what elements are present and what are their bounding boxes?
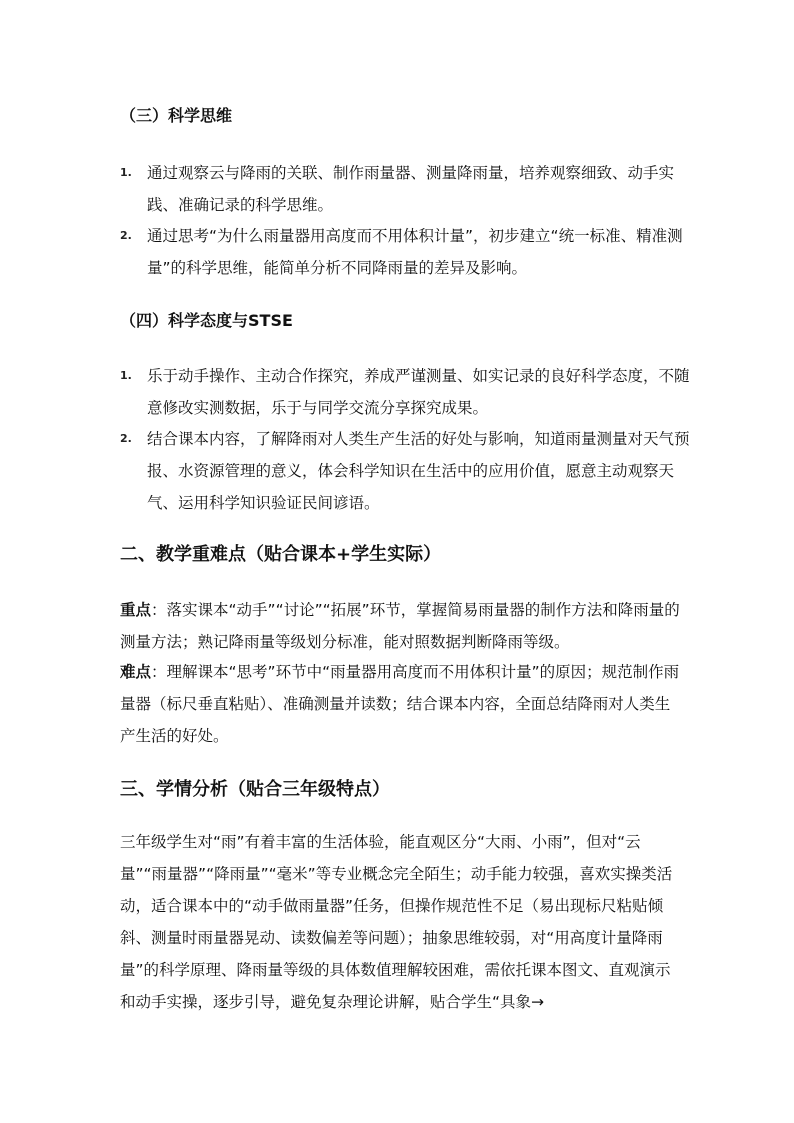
list-item (120, 423, 690, 519)
difficulty-label: 难点 (120, 663, 152, 681)
heading-scientific-thinking: （三）科学思维 (120, 106, 233, 125)
list-text: 结合课本内容，了解降雨对人类生产生活的好处与影响，知道雨量测量对天气预报、水资源管理的意义，体会科学知识在生活中的应用价值，愿意主动观察天气、运用科学知识验证民间谚语。 (147, 430, 690, 512)
difficulty-paragraph (120, 656, 684, 752)
heading-scientific-attitude: （四）科学态度与STSE (120, 311, 293, 330)
list-item (120, 360, 690, 424)
heading-key-points: 二、教学重难点（贴合课本+学生实际） (120, 544, 442, 565)
list-number: 2. (120, 432, 132, 445)
focus-paragraph (120, 594, 684, 658)
list-text: 通过思考“为什么雨量器用高度而不用体积计量”，初步建立“统一标准、精准测量”的科学思维，能简单分析不同降雨量的差异及影响。 (147, 227, 683, 277)
list-item (120, 157, 690, 221)
focus-label: 重点 (120, 601, 152, 619)
list-text: 通过观察云与降雨的关联、制作雨量器、测量降雨量，培养观察细致、动手实践、准确记录的科学思维。 (147, 164, 675, 214)
list-number: 1. (120, 369, 132, 382)
list-number: 2. (120, 229, 132, 242)
list-item (120, 220, 690, 284)
heading-student-analysis: 三、学情分析（贴合三年级特点） (120, 779, 390, 800)
list-text: 乐于动手操作、主动合作探究，养成严谨测量、如实记录的良好科学态度，不随意修改实测数据，乐于与同学交流分享探究成果。 (147, 367, 690, 417)
analysis-paragraph: 三年级学生对“雨”有着丰富的生活体验，能直观区分“大雨、小雨”，但对“云量”“雨量器”“降雨量”“毫米”等专业概念完全陌生；动手能力较强，喜欢实操类活动，适合课本中的“动手做雨量器”任务，但操作规范性不足（易出现标尺粘贴倾斜、测量时雨量器晃动、读数偏差等问题）；抽象思维较弱，对“用高度计量降雨量”的科学原理、降雨量等级的具体数值理解较困难，需依托课本图文、直观演示和动手实操，逐步引导，避免复杂理论讲解，贴合学生“具象→ (120, 833, 673, 1011)
difficulty-text: ：理解课本“思考”环节中“雨量器用高度而不用体积计量”的原因；规范制作雨量器（标尺垂直粘贴）、准确测量并读数；结合课本内容，全面总结降雨对人类生产生活的好处。 (120, 663, 680, 745)
focus-text: ：落实课本“动手”“讨论”“拓展”环节，掌握简易雨量器的制作方法和降雨量的测量方法；熟记降雨量等级划分标准，能对照数据判断降雨等级。 (120, 601, 680, 651)
list-number: 1. (120, 166, 132, 179)
